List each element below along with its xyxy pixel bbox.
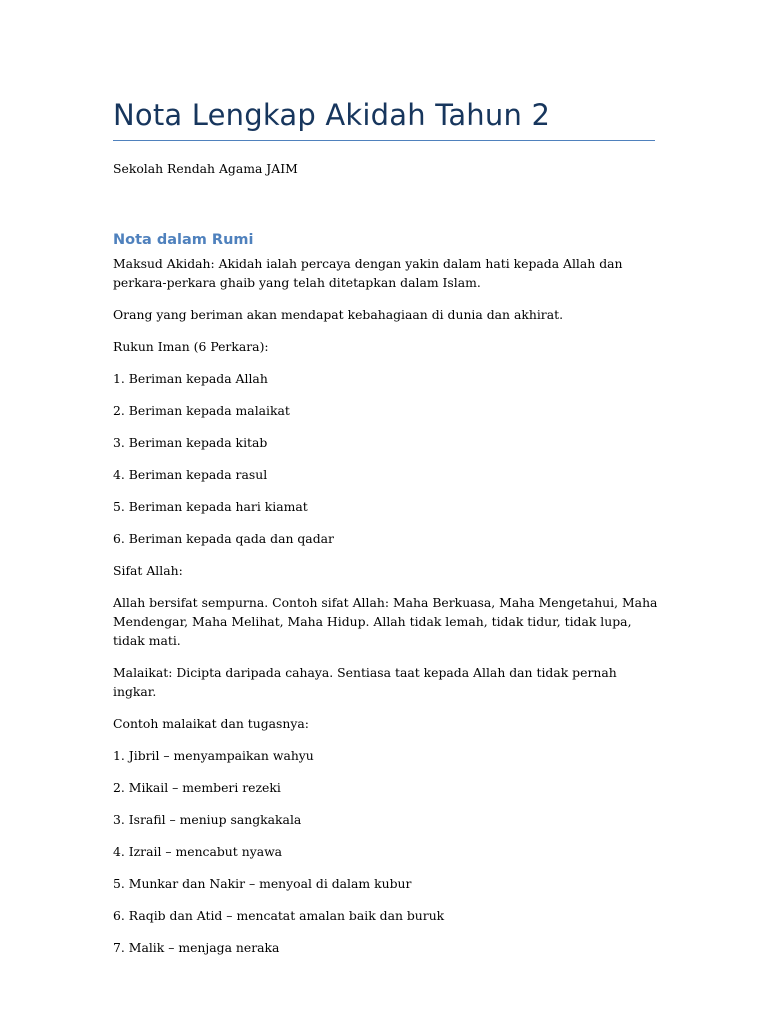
list-item: 1. Beriman kepada Allah (113, 371, 268, 386)
paragraph: Rukun Iman (6 Perkara): (113, 339, 269, 354)
paragraph: Sifat Allah: (113, 563, 183, 578)
list-item: 7. Malik – menjaga neraka (113, 940, 280, 955)
paragraph: Contoh malaikat dan tugasnya: (113, 716, 309, 731)
list-item: 2. Mikail – memberi rezeki (113, 780, 281, 795)
paragraph-definition: Maksud Akidah: Akidah ialah percaya dengan yakin dalam hati kepada Allah dan perkara-perkara ghaib yang telah ditetapkan dalam Islam. (113, 256, 623, 290)
list-item: 2. Beriman kepada malaikat (113, 403, 290, 418)
list-item: 3. Beriman kepada kitab (113, 435, 268, 450)
paragraph: Malaikat: Dicipta daripada cahaya. Sentiasa taat kepada Allah dan tidak pernah ingkar. (113, 665, 617, 699)
list-item: 6. Beriman kepada qada dan qadar (113, 531, 334, 546)
list-item: 5. Beriman kepada hari kiamat (113, 499, 308, 514)
section-heading: Nota dalam Rumi (113, 232, 254, 248)
list-item: 5. Munkar dan Nakir – menyoal di dalam kubur (113, 876, 412, 891)
title-underline (113, 140, 655, 141)
document-title: Nota Lengkap Akidah Tahun 2 (113, 98, 551, 132)
document-body (113, 254, 658, 970)
list-item: 6. Raqib dan Atid – mencatat amalan baik dan buruk (113, 908, 445, 923)
list-item: 4. Beriman kepada rasul (113, 467, 268, 482)
list-item: 1. Jibril – menyampaikan wahyu (113, 748, 314, 763)
paragraph: Orang yang beriman akan mendapat kebahagiaan di dunia dan akhirat. (113, 307, 564, 322)
list-item: 3. Israfil – meniup sangkakala (113, 812, 302, 827)
paragraph: Allah bersifat sempurna. Contoh sifat Allah: Maha Berkuasa, Maha Mengetahui, Maha Mendengar, Maha Melihat, Maha Hidup. Allah tidak lemah, tidak tidur, tidak lupa, tidak mati. (113, 595, 658, 648)
list-item: 4. Izrail – mencabut nyawa (113, 844, 283, 859)
document-subtitle: Sekolah Rendah Agama JAIM (113, 161, 298, 176)
